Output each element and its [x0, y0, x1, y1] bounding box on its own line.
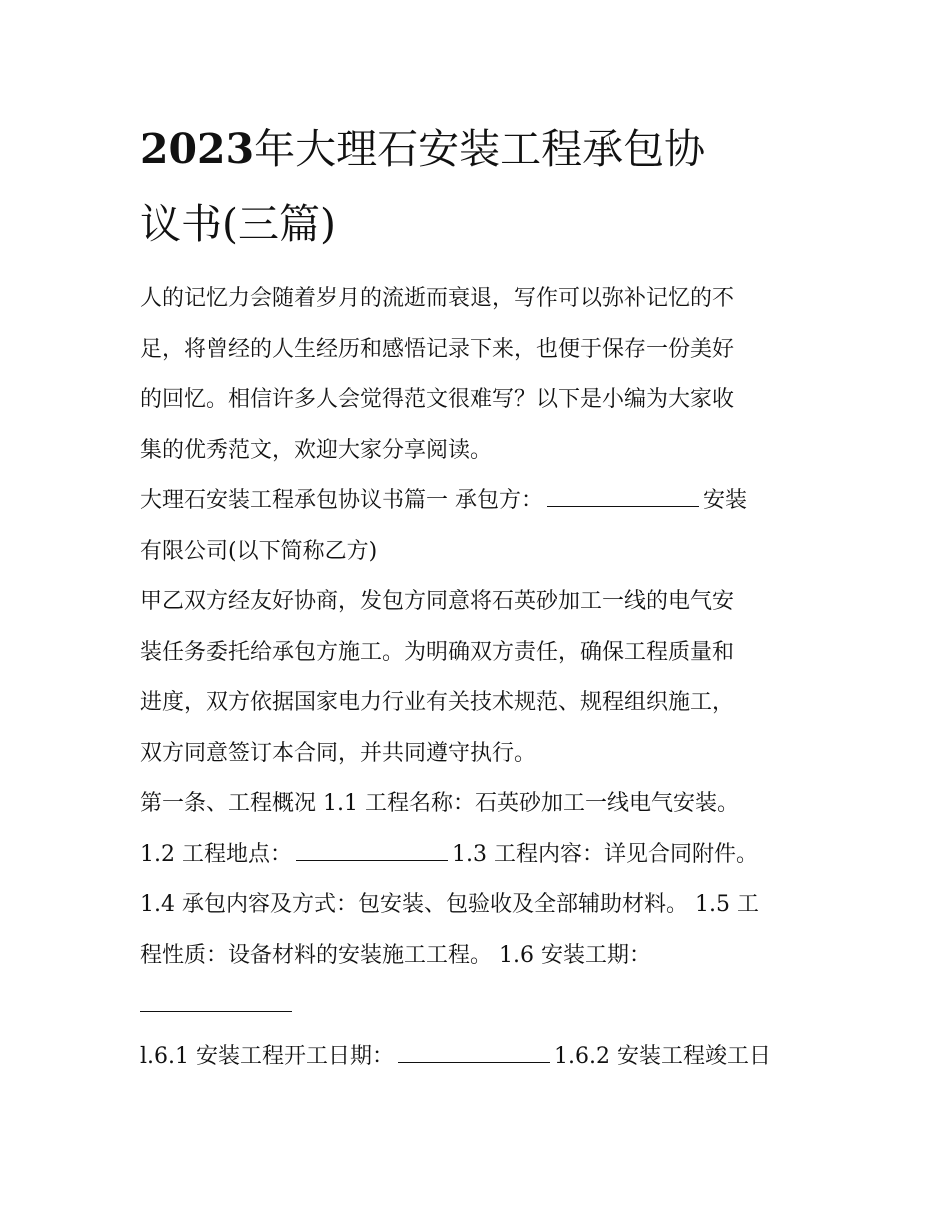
location-label: 1.2 工程地点：	[140, 841, 292, 867]
intro-line: 人的记忆力会随着岁月的流逝而衰退，写作可以弥补记忆的不	[140, 286, 735, 311]
article1-line-4: 程性质：设备材料的安装施工工程。 1.6 安装工期：	[140, 942, 651, 968]
intro-line: 的回忆。相信许多人会觉得范文很难写？以下是小编为大家收	[140, 387, 735, 412]
title-year: 2023	[140, 125, 255, 173]
location-blank	[296, 830, 448, 861]
agreement-line: 双方同意签订本合同，并共同遵守执行。	[140, 740, 537, 766]
title-line-1	[140, 112, 820, 187]
agreement-paragraph	[140, 577, 820, 779]
contractor-suffix: 安装	[703, 488, 748, 513]
article1-line-6	[140, 1032, 820, 1083]
start-date-blank	[398, 1032, 550, 1063]
intro-line: 足，将曾经的人生经历和感悟记录下来，也便于保存一份美好	[140, 336, 735, 362]
section1-line-1	[140, 476, 820, 527]
agreement-line: 甲乙双方经友好协商，发包方同意将石英砂加工一线的电气安	[140, 589, 735, 614]
section1-paragraph	[140, 476, 820, 577]
duration-blank	[140, 981, 292, 1012]
agreement-line: 装任务委托给承包方施工。为明确双方责任，确保工程质量和	[140, 639, 735, 665]
document-title	[140, 112, 820, 262]
article1-paragraph	[140, 779, 820, 1082]
section1-line-2: 有限公司(以下简称乙方)	[140, 538, 378, 564]
intro-paragraph	[140, 274, 820, 476]
article1-line-5	[140, 981, 820, 1032]
title-line-2: 议书(三篇)	[140, 200, 336, 248]
contractor-label: 大理石安装工程承包协议书篇一 承包方：	[140, 488, 543, 513]
content-label: 1.3 工程内容：详见合同附件。	[451, 841, 758, 867]
contractor-blank	[547, 476, 699, 507]
article1-line-1: 第一条、工程概况 1.1 工程名称：石英砂加工一线电气安装。	[140, 791, 739, 816]
article1-line-2	[140, 830, 820, 881]
title-text-1: 年大理石安装工程承包协	[254, 125, 706, 173]
document-page	[140, 112, 820, 1082]
completion-date-label: 1.6.2 安装工程竣工日	[554, 1043, 771, 1069]
article1-line-3: 1.4 承包内容及方式：包安装、包验收及全部辅助材料。 1.5 工	[140, 892, 759, 917]
start-date-label: l.6.1 安装工程开工日期：	[140, 1043, 395, 1069]
agreement-line: 进度，双方依据国家电力行业有关技术规范、规程组织施工，	[140, 690, 735, 715]
intro-line: 集的优秀范文，欢迎大家分享阅读。	[140, 437, 493, 463]
